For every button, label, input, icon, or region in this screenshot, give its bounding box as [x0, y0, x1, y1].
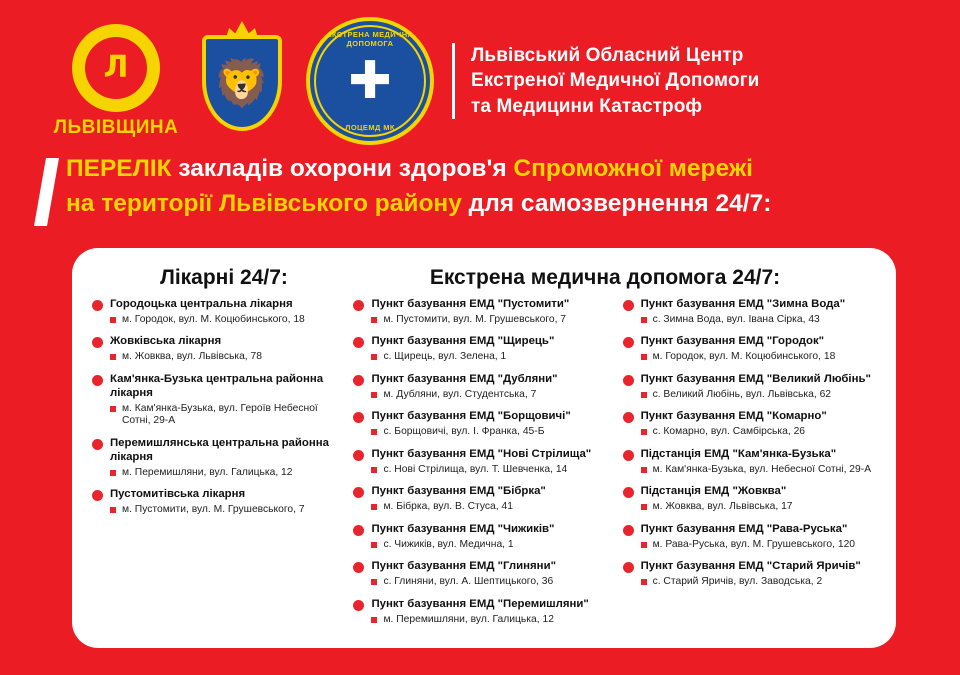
card-headings — [88, 262, 880, 298]
list-item — [353, 298, 614, 326]
list-item — [623, 485, 876, 513]
bullet-icon — [92, 337, 103, 348]
list-item — [623, 410, 876, 438]
header — [0, 0, 960, 150]
bullet-icon — [92, 375, 103, 386]
facility-address — [641, 576, 876, 589]
emd-logo-icon — [306, 17, 434, 145]
address-marker-icon — [110, 354, 116, 360]
address-text: м. Пустомити, вул. М. Грушевського, 7 — [122, 504, 305, 516]
list-item — [353, 448, 614, 476]
title-part-1c: Спроможної мережі — [513, 155, 753, 182]
address-text: м. Жовква, вул. Львівська, 78 — [122, 351, 262, 363]
facility-name: Пункт базування ЕМД "Комарно" — [640, 410, 827, 423]
facility-name: Пункт базування ЕМД "Борщовичі" — [371, 410, 571, 423]
address-marker-icon — [371, 542, 377, 548]
address-text: м. Перемишляни, вул. Галицька, 12 — [383, 613, 554, 625]
address-marker-icon — [641, 317, 647, 323]
address-marker-icon — [641, 429, 647, 435]
facility-name: Пункт базування ЕМД "Бібрка" — [371, 485, 546, 498]
facility-address — [641, 501, 876, 514]
column-emergency-1 — [349, 298, 618, 635]
facility-address — [371, 539, 614, 552]
facility-address — [110, 351, 345, 364]
list-item — [623, 373, 876, 401]
title-part-2b: для самозвернення 24/7: — [468, 189, 772, 217]
facility-address — [371, 314, 614, 327]
address-marker-icon — [110, 406, 116, 412]
facility-name: Пункт базування ЕМД "Дубляни" — [371, 372, 558, 385]
bullet-icon — [623, 450, 634, 461]
bullet-icon — [353, 375, 364, 386]
bullet-icon — [353, 600, 364, 611]
address-marker-icon — [641, 354, 647, 360]
address-text: с. Нові Стрілища, вул. Т. Шевченка, 14 — [383, 463, 568, 475]
bullet-icon — [353, 300, 364, 311]
address-text: м. Рава-Руська, вул. М. Грушевського, 120 — [652, 538, 856, 550]
bullet-icon — [623, 300, 634, 311]
facility-name: Пункт базування ЕМД "Великий Любінь" — [640, 372, 871, 385]
bullet-icon — [623, 525, 634, 536]
lvivshchyna-caption: ЛЬВІВЩИНА — [53, 116, 179, 138]
list-item — [92, 437, 345, 479]
gear-monogram: Л — [85, 37, 147, 99]
address-marker-icon — [110, 317, 116, 323]
medical-cross-icon: ✚ — [348, 52, 392, 110]
heading-hospitals: Лікарні 24/7: — [160, 266, 288, 289]
facility-name: Пункт базування ЕМД "Рава-Руська" — [640, 522, 848, 535]
bullet-icon — [353, 487, 364, 498]
facility-name: Підстанція ЕМД "Жовква" — [640, 485, 787, 498]
facility-name: Пункт базування ЕМД "Щирець" — [371, 335, 555, 348]
address-marker-icon — [371, 504, 377, 510]
facility-address — [641, 351, 876, 364]
address-text: м. Кам'янка-Бузька, вул. Небесної Сотні, 29-А — [652, 463, 872, 475]
address-text: м. Дубляни, вул. Студентська, 7 — [383, 388, 537, 400]
facility-name: Пункт базування ЕМД "Пустомити" — [371, 298, 570, 310]
list-item — [353, 560, 614, 588]
address-marker-icon — [371, 317, 377, 323]
bullet-icon — [92, 439, 103, 450]
facility-name: Пункт базування ЕМД "Зимна Вода" — [640, 298, 846, 310]
address-text: м. Пустомити, вул. М. Грушевського, 7 — [383, 313, 567, 325]
columns — [88, 298, 880, 635]
bullet-icon — [353, 450, 364, 461]
list-item — [623, 298, 876, 326]
list-item — [353, 335, 614, 363]
bullet-icon — [353, 562, 364, 573]
title-part-2a: на території Львівського району — [66, 189, 462, 217]
list-item — [353, 485, 614, 513]
address-text: м. Перемишляни, вул. Галицька, 12 — [122, 466, 293, 478]
gear-icon — [72, 24, 160, 112]
list-item — [623, 448, 876, 476]
facility-address — [641, 464, 876, 477]
facility-name: Городоцька центральна лікарня — [110, 298, 293, 310]
address-marker-icon — [641, 467, 647, 473]
bullet-icon — [623, 375, 634, 386]
title-part-1b: закладів охорони здоров'я — [178, 155, 507, 182]
address-text: м. Бібрка, вул. В. Стуса, 41 — [383, 501, 513, 513]
list-item — [92, 335, 345, 363]
org-line-2: Екстреної Медичної Допомоги — [471, 70, 760, 92]
address-text: с. Великий Любінь, вул. Львівська, 62 — [652, 388, 832, 400]
list-item — [623, 335, 876, 363]
address-marker-icon — [371, 429, 377, 435]
bullet-icon — [353, 525, 364, 536]
facility-name: Перемишлянська центральна районна лікарня — [110, 436, 329, 463]
facility-address — [110, 467, 345, 480]
facility-address — [110, 314, 345, 327]
address-marker-icon — [641, 392, 647, 398]
heading-emergency: Екстрена медична допомога 24/7: — [429, 266, 781, 289]
bullet-icon — [92, 490, 103, 501]
address-text: м. Городок, вул. М. Коцюбинського, 18 — [122, 313, 305, 325]
address-marker-icon — [641, 542, 647, 548]
facility-address — [371, 389, 614, 402]
address-text: с. Старий Яричів, вул. Заводська, 2 — [652, 576, 823, 588]
facility-name: Пустомитівська лікарня — [110, 488, 246, 501]
address-marker-icon — [110, 470, 116, 476]
list-item — [92, 488, 345, 516]
address-text: м. Кам'янка-Бузька, вул. Героїв Небесної Сотні, 29-А — [122, 402, 318, 427]
list-item — [353, 410, 614, 438]
facility-address — [641, 389, 876, 402]
bullet-icon — [623, 562, 634, 573]
address-marker-icon — [641, 504, 647, 510]
list-item — [353, 523, 614, 551]
facility-address — [110, 504, 345, 517]
facility-name: Пункт базування ЕМД "Чижиків" — [371, 522, 555, 535]
address-text: с. Глиняни, вул. А. Шептицького, 36 — [383, 576, 554, 588]
emd-ring-bottom-label: ЛОЦЕМД МК — [345, 123, 395, 132]
address-marker-icon — [110, 507, 116, 513]
column-emergency-2 — [619, 298, 880, 635]
title-accent-bar — [34, 158, 59, 226]
bullet-icon — [623, 487, 634, 498]
address-marker-icon — [371, 579, 377, 585]
lion-icon: 🦁 — [202, 35, 282, 131]
facility-name: Підстанція ЕМД "Кам'янка-Бузька" — [640, 447, 837, 460]
facility-address — [641, 314, 876, 327]
facility-name: Пункт базування ЕМД "Перемишляни" — [371, 597, 589, 610]
facility-address — [110, 403, 345, 428]
list-item — [92, 298, 345, 326]
address-marker-icon — [371, 392, 377, 398]
address-marker-icon — [371, 467, 377, 473]
content-card — [72, 248, 896, 648]
address-text: м. Жовква, вул. Львівська, 17 — [652, 501, 793, 513]
address-marker-icon — [641, 579, 647, 585]
bullet-icon — [92, 300, 103, 311]
bullet-icon — [353, 337, 364, 348]
facility-address — [641, 426, 876, 439]
facility-address — [371, 576, 614, 589]
facility-address — [371, 464, 614, 477]
list-item — [92, 373, 345, 428]
address-text: с. Комарно, вул. Самбірська, 26 — [652, 426, 806, 438]
facility-name: Пункт базування ЕМД "Городок" — [640, 335, 825, 348]
facility-name: Пункт базування ЕМД "Старий Яричів" — [640, 560, 861, 573]
list-item — [353, 598, 614, 626]
bullet-icon — [353, 412, 364, 423]
organization-name — [452, 43, 759, 118]
address-text: с. Зимна Вода, вул. Івана Сірка, 43 — [652, 313, 820, 325]
list-item — [353, 373, 614, 401]
bullet-icon — [623, 412, 634, 423]
bullet-icon — [623, 337, 634, 348]
facility-name: Пункт базування ЕМД "Нові Стрілища" — [371, 447, 592, 460]
org-line-3: та Медицини Катастроф — [471, 95, 703, 117]
title-word-perelik: ПЕРЕЛІК — [66, 155, 172, 182]
column-hospitals — [88, 298, 349, 635]
facility-name: Пункт базування ЕМД "Глиняни" — [371, 560, 556, 573]
facility-address — [641, 539, 876, 552]
facility-address — [371, 614, 614, 627]
facility-name: Жовківська лікарня — [110, 335, 222, 348]
facility-name: Кам'янка-Бузька центральна районна лікарня — [110, 372, 324, 399]
lviv-coat-of-arms-icon — [194, 21, 290, 141]
facility-address — [371, 351, 614, 364]
address-marker-icon — [371, 354, 377, 360]
address-text: с. Чижиків, вул. Медична, 1 — [383, 538, 514, 550]
list-item — [623, 560, 876, 588]
facility-address — [371, 426, 614, 439]
address-text: м. Городок, вул. М. Коцюбинського, 18 — [652, 351, 836, 363]
address-marker-icon — [371, 617, 377, 623]
facility-address — [371, 501, 614, 514]
address-text: с. Щирець, вул. Зелена, 1 — [383, 351, 507, 363]
title-line-2 — [66, 187, 920, 222]
address-text: с. Борщовичі, вул. І. Франка, 45-Б — [383, 426, 545, 438]
emd-ring-top-label: ЕКСТРЕНА МЕДИЧНА ДОПОМОГА — [326, 30, 414, 48]
lvivshchyna-logo — [52, 22, 180, 140]
page-title — [40, 152, 920, 222]
list-item — [623, 523, 876, 551]
title-line-1 — [66, 152, 920, 187]
org-line-1: Львівський Обласний Центр — [471, 45, 744, 67]
